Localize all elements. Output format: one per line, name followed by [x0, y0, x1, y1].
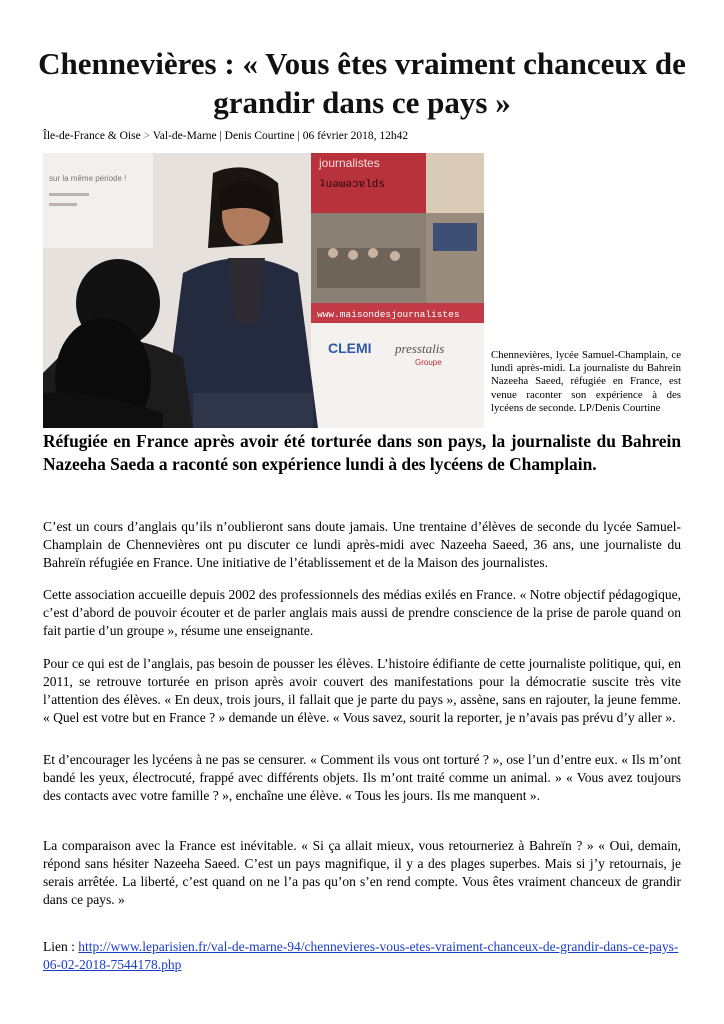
section-link[interactable]: Île-de-France & Oise	[43, 130, 141, 142]
slide-text: sur la même période !	[49, 174, 127, 183]
article-lead: Réfugiée en France après avoir été torturée dans son pays, la journaliste du Bahrein Nazeeha Saeda a raconté son expérience lundi à des lycéens de Champlain.	[43, 431, 681, 474]
author: | Denis Courtine |	[219, 130, 300, 142]
presstalis-logo-sub: Groupe	[415, 358, 442, 367]
article-paragraph: C’est un cours d’anglais qu’ils n’oublieront sans doute jamais. Une trentaine d’élèves de seconde du lycée Samuel-Champlain de Chennevières ont pu discuter ce lundi après-midi avec Nazeeha Saeed, 36 ans, une journaliste du Bahreïn réfugiée en France. Une initiative de l’établissement et de la Maison des journalistes.	[43, 519, 681, 570]
article-photo	[43, 153, 484, 428]
source-link[interactable]: http://www.leparisien.fr/val-de-marne-94/chennevieres-vous-etes-vraiment-chanceux-de-grandir-dans-ce-pays-06-02-2018-7544178.php	[43, 939, 679, 972]
article-paragraph: Pour ce qui est de l’anglais, pas besoin de pousser les élèves. L’histoire édifiante de cette journaliste politique, qui, en 2011, se retrouve torturée en prison après avoir couvert des manifestations pour la démocratie suscite très vite l’attention des élèves. « En deux, trois jours, il fallait que je parte du pays », assène, sans en rajouter, la jeune femme. « Quel est votre but en France ? » demande un élève. « Vous savez, sourit la reporter, je n’avais pas prévu d’y aller ».	[43, 656, 681, 725]
link-label: Lien :	[43, 939, 79, 954]
subsection-link[interactable]: Val-de-Marne	[152, 130, 217, 142]
byline	[43, 129, 683, 143]
article-title: Chennevières : « Vous êtes vraiment chanceux de grandir dans ce pays »	[38, 46, 686, 120]
banner-line2: ʇuǝɯǝɔɐlds	[319, 179, 386, 191]
banner-line1: journalistes	[319, 156, 380, 170]
publish-date: 06 février 2018, 12h42	[302, 130, 409, 142]
clemi-logo: CLEMI	[328, 340, 372, 356]
breadcrumb-separator: >	[143, 130, 151, 142]
poster-url: www.maisondesjournalistes	[317, 309, 460, 320]
article-paragraph: La comparaison avec la France est inévitable. « Si ça allait mieux, vous retourneriez à Bahreïn ? » « Oui, demain, répond sans hésiter Nazeeha Saeed. C’est un pays magnifique, il y a des plages superbes. Mais si j’y retournais, je serais arrêtée. La liberté, c’est quand on ne l’a pas qu’on s’en rend compte. Vous êtes vraiment chanceux de grandir dans ce pays. »	[43, 838, 681, 907]
article-paragraph: Et d’encourager les lycéens à ne pas se censurer. « Comment ils vous ont torturé ? », ose l’un d’entre eux. « Ils m’ont bandé les yeux, électrocuté, frappé avec différents objets. Ils m’ont traité comme un animal. » « Vous avez toujours des contacts avec votre famille ? », enchaîne une élève. « Tous les jours. Ils me manquent ».	[43, 752, 681, 803]
article-paragraph: Cette association accueille depuis 2002 des professionnels des médias exilés en France. « Notre objectif pédagogique, c’est d’abord de pouvoir écouter et de parler anglais mais aussi de prendre conscience de la prise de parole quand on fait partie d’un groupe », résume une enseignante.	[43, 587, 681, 638]
presstalis-logo: presstalis	[395, 341, 445, 356]
source-link-block	[43, 938, 681, 974]
photo-caption: Chennevières, lycée Samuel-Champlain, ce lundi après-midi. La journaliste du Bahrein Nazeeha Saeed, réfugiée en France, est venue raconter son expérience à des lycéens de seconde. LP/Denis Courtine	[491, 349, 681, 414]
